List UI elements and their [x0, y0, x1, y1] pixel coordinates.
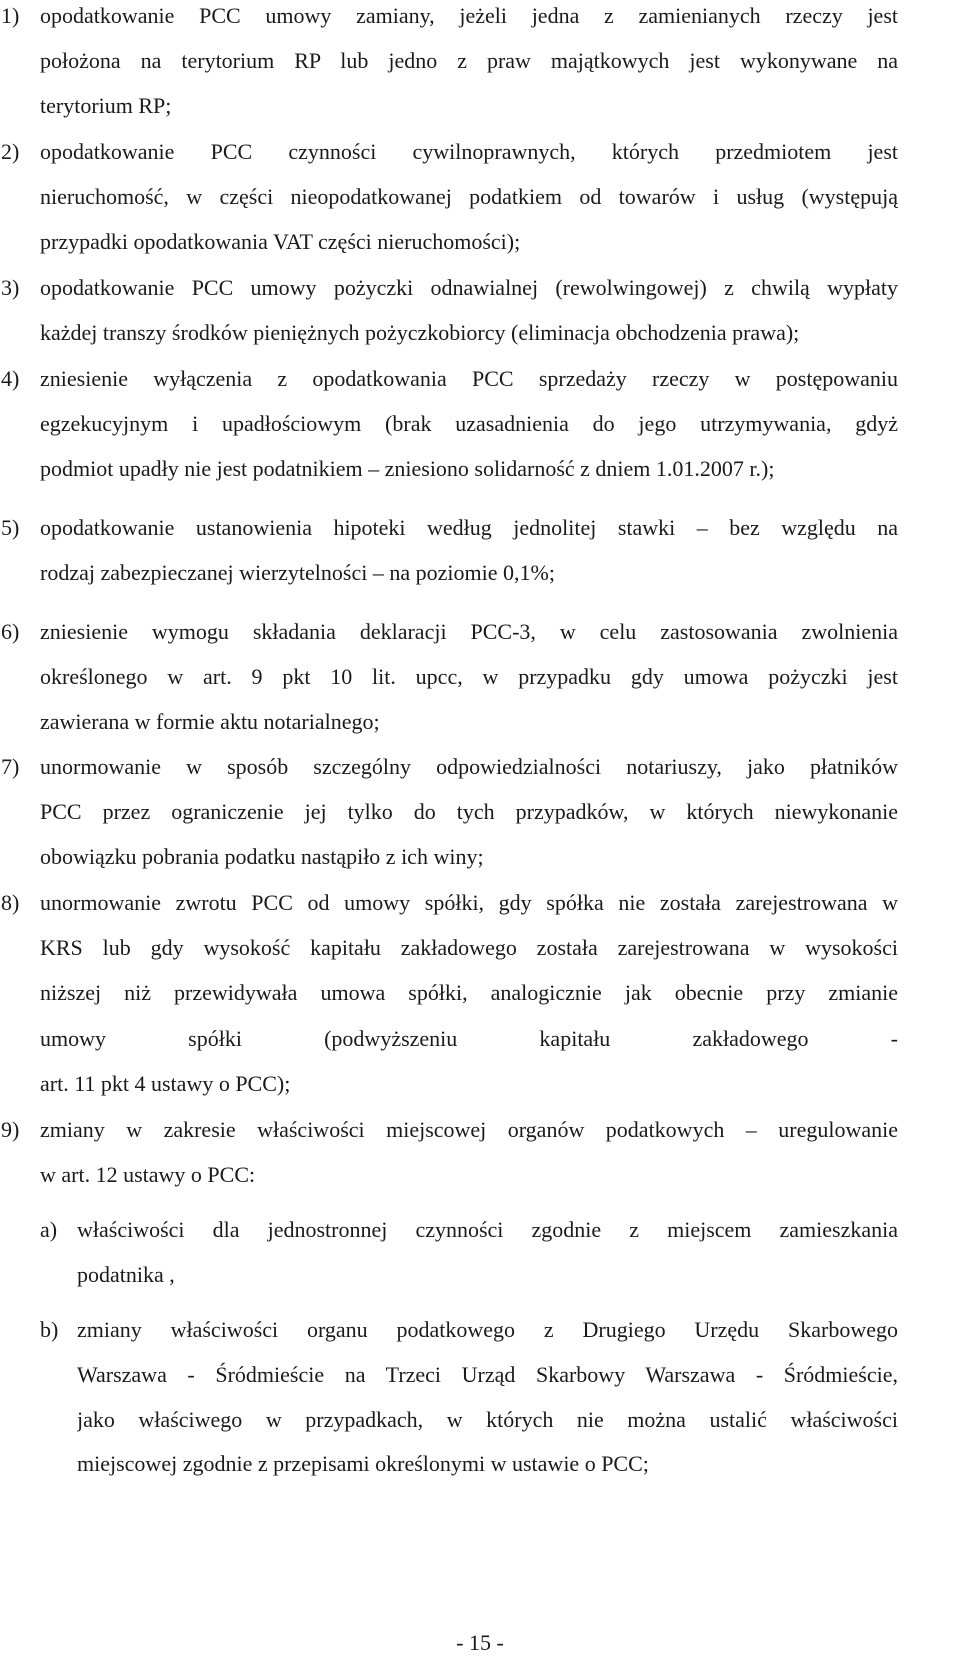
list-item-9-number: 9): [1, 1117, 20, 1142]
list-item-6-line: zniesienie wymogu składania deklaracji PCC-3, w celu zastosowania zwolnienia: [40, 619, 898, 644]
list-item-9-line: zmiany w zakresie właściwości miejscowej organów podatkowych – uregulowanie: [40, 1117, 898, 1142]
list-item-8-line: umowy spółki (podwyższeniu kapitału zakładowego -: [40, 1026, 898, 1051]
sub-item-a-line: podatnika ,: [77, 1262, 175, 1287]
list-item-3-number: 3): [1, 275, 20, 300]
sub-item-b-line: miejscowej zgodnie z przepisami określonymi w ustawie o PCC;: [77, 1451, 649, 1476]
list-item-3-line: opodatkowanie PCC umowy pożyczki odnawialnej (rewolwingowej) z chwilą wypłaty: [40, 275, 898, 300]
list-item-7-line: obowiązku pobrania podatku nastąpiło z ich winy;: [40, 844, 484, 869]
list-item-5-line: opodatkowanie ustanowienia hipoteki według jednolitej stawki – bez względu na: [40, 515, 898, 540]
list-item-4-line: podmiot upadły nie jest podatnikiem – zniesiono solidarność z dniem 1.01.2007 r.);: [40, 456, 775, 481]
list-item-4-number: 4): [1, 366, 20, 391]
list-item-9-line: w art. 12 ustawy o PCC:: [40, 1162, 256, 1187]
sub-item-b-number: b): [40, 1317, 59, 1342]
sub-item-b-line: zmiany właściwości organu podatkowego z Drugiego Urzędu Skarbowego: [77, 1317, 898, 1342]
list-item-1-line: położona na terytorium RP lub jedno z praw majątkowych jest wykonywane na: [40, 48, 898, 73]
list-item-6-line: określonego w art. 9 pkt 10 lit. upcc, w przypadku gdy umowa pożyczki jest: [40, 664, 898, 689]
list-item-4-line: zniesienie wyłączenia z opodatkowania PCC sprzedaży rzeczy w postępowaniu: [40, 366, 898, 391]
list-item-2-line: nieruchomość, w części nieopodatkowanej podatkiem od towarów i usług (występują: [40, 184, 898, 209]
list-item-2-line: przypadki opodatkowania VAT części nieruchomości);: [40, 229, 521, 254]
list-item-6-number: 6): [1, 619, 20, 644]
list-item-7-line: PCC przez ograniczenie jej tylko do tych przypadków, w których niewykonanie: [40, 799, 898, 824]
list-item-4-line: egzekucyjnym i upadłościowym (brak uzasadnienia do jego utrzymywania, gdyż: [40, 411, 898, 436]
list-item-2-line: opodatkowanie PCC czynności cywilnoprawnych, których przedmiotem jest: [40, 139, 898, 164]
list-item-8-number: 8): [1, 890, 20, 915]
list-item-5-number: 5): [1, 515, 20, 540]
sub-item-b-line: Warszawa - Śródmieście na Trzeci Urząd Skarbowy Warszawa - Śródmieście,: [77, 1362, 898, 1387]
sub-item-a-number: a): [40, 1217, 58, 1242]
list-item-8-line: KRS lub gdy wysokość kapitału zakładowego została zarejestrowana w wysokości: [40, 935, 898, 960]
list-item-8-line: art. 11 pkt 4 ustawy o PCC);: [40, 1071, 291, 1096]
list-item-6-line: zawierana w formie aktu notarialnego;: [40, 709, 380, 734]
sub-item-a-line: właściwości dla jednostronnej czynności zgodnie z miejscem zamieszkania: [77, 1217, 898, 1242]
list-item-1-line: terytorium RP;: [40, 93, 172, 118]
list-item-2-number: 2): [1, 139, 20, 164]
list-item-7-line: unormowanie w sposób szczególny odpowiedzialności notariuszy, jako płatników: [40, 754, 898, 779]
list-item-5-line: rodzaj zabezpieczanej wierzytelności – na poziomie 0,1%;: [40, 560, 555, 585]
list-item-3-line: każdej transzy środków pieniężnych pożyczkobiorcy (eliminacja obchodzenia prawa);: [40, 320, 800, 345]
list-item-1-number: 1): [1, 3, 20, 28]
sub-item-b-line: jako właściwego w przypadkach, w których nie można ustalić właściwości: [77, 1407, 898, 1432]
list-item-7-number: 7): [1, 754, 20, 779]
list-item-8-line: unormowanie zwrotu PCC od umowy spółki, gdy spółka nie została zarejestrowana w: [40, 890, 898, 915]
list-item-8-line: niższej niż przewidywała umowa spółki, analogicznie jak obecnie przy zmianie: [40, 980, 898, 1005]
page-number: - 15 -: [456, 1630, 504, 1655]
list-item-1-line: opodatkowanie PCC umowy zamiany, jeżeli jedna z zamienianych rzeczy jest: [40, 3, 898, 28]
